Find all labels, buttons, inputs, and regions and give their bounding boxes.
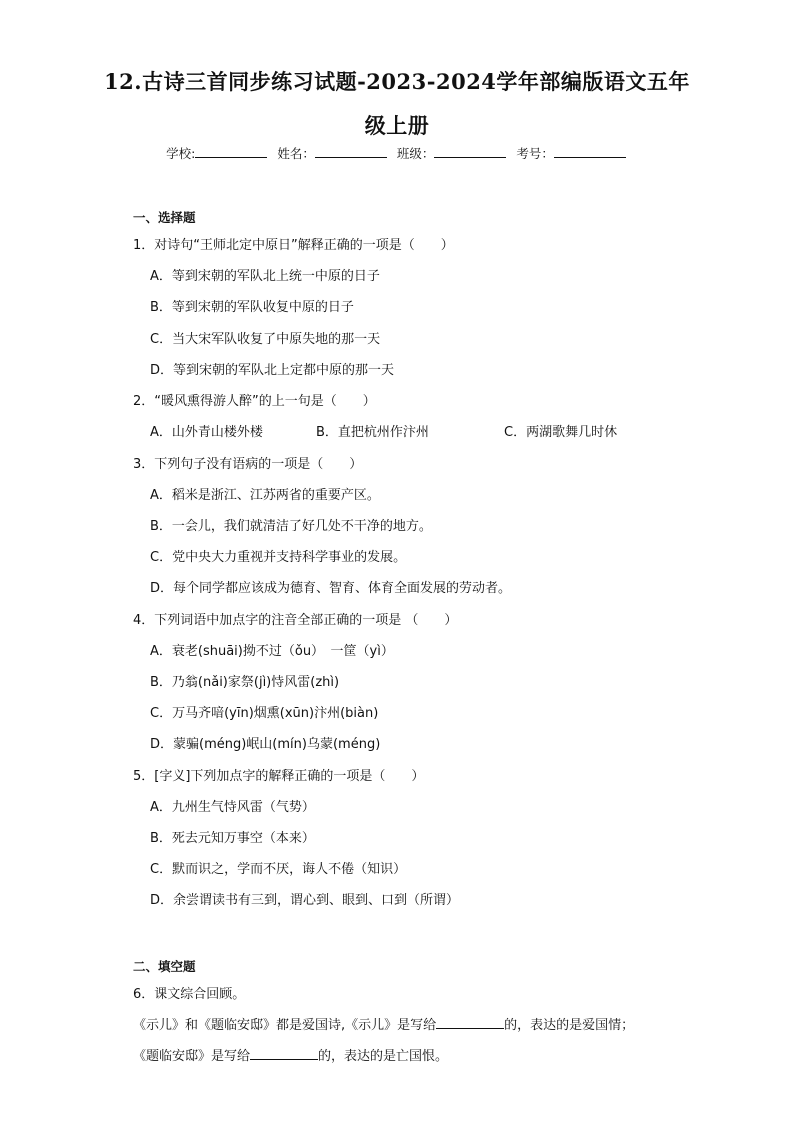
question-6-line-1-part-1: 《示儿》和《题临安邸》都是爱国诗,《示儿》是写给 [133,1018,437,1033]
question-4-stem: 4．下列词语中加点字的注音全部正确的一项是 （ ） [133,613,458,628]
question-1-option-a: A．等到宋朝的军队北上统一中原的日子 [150,269,380,284]
section-heading-fill: 二、填空题 [133,959,196,974]
question-6-blank-2[interactable] [250,1046,318,1060]
question-6-stem: 6．课文综合回顾。 [133,987,246,1002]
question-6-line-1-part-2: 的，表达的是爱国情； [504,1018,635,1033]
name-field [277,144,389,162]
question-6-line-2-part-2: 的，表达的是亡国恨。 [318,1049,449,1064]
question-4-option-c: C．万马齐喑(yīn)烟熏(xūn)汴州(biàn) [150,706,379,721]
question-5-option-b: B．死去元知万事空（本来） [150,831,315,846]
class-field [397,144,509,162]
exam-no-label: 考号： [516,146,554,161]
worksheet-title-line2: 级上册 [364,113,430,138]
question-4-option-b: B．乃翁(nǎi)家祭(jì)恃风雷(zhì) [150,675,340,690]
question-3-option-d: D．每个同学都应该成为德育、智育、体育全面发展的劳动者。 [150,581,512,596]
worksheet-title-line1: 12.古诗三首同步练习试题-2023-2024学年部编版语文五年 [104,69,690,94]
name-blank[interactable] [315,144,387,158]
class-label: 班级： [396,146,435,161]
name-label: 姓名： [277,146,315,161]
question-3-option-a: A．稻米是浙江、江苏两省的重要产区。 [150,488,380,503]
question-5-option-c: C．默而识之，学而不厌，诲人不倦（知识） [150,862,407,877]
question-4-option-d: D．蒙骗(méng)岷山(mín)乌蒙(méng) [150,737,381,752]
section-heading-choice: 一、选择题 [133,210,196,225]
student-info-row [0,144,794,162]
question-1-stem: 1．对诗句“王师北定中原日”解释正确的一项是（ ） [133,238,454,253]
class-blank[interactable] [434,144,506,158]
question-3-option-b: B．一会儿，我们就清洁了好几处不干净的地方。 [150,519,432,534]
question-1-option-d: D．等到宋朝的军队北上定都中原的那一天 [150,363,395,378]
school-field [166,144,269,162]
question-2-option-a: A．山外青山楼外楼 [150,425,263,440]
question-3-option-c: C．党中央大力重视并支持科学事业的发展。 [150,550,407,565]
question-2-option-c: C．两湖歌舞几时休 [504,425,618,440]
question-5-option-a: A．九州生气恃风雷（气势） [150,800,315,815]
exam-no-blank[interactable] [554,144,626,158]
school-label: 学校: [166,146,196,161]
question-6-blank-1[interactable] [436,1015,504,1029]
question-2-option-b: B．直把杭州作汴州 [316,425,429,440]
question-6-line-1 [133,1014,634,1033]
school-blank[interactable] [195,144,267,158]
question-6-line-2-part-1: 《题临安邸》是写给 [133,1049,251,1064]
question-2-stem: 2．“暖风熏得游人醉”的上一句是（ ） [133,394,376,409]
question-3-stem: 3．下列句子没有语病的一项是（ ） [133,457,363,472]
question-1-option-b: B．等到宋朝的军队收复中原的日子 [150,300,354,315]
question-6-line-2 [133,1045,448,1064]
question-1-option-c: C．当大宋军队收复了中原失地的那一天 [150,332,381,347]
question-5-option-d: D．余尝谓读书有三到，谓心到、眼到、口到（所谓） [150,893,460,908]
exam-no-field [516,144,628,162]
question-4-option-a: A．衰老(shuāi)拗不过（ǒu） 一筐（yì） [150,644,394,659]
question-2-options [150,421,617,440]
question-5-stem: 5．[字义]下列加点字的解释正确的一项是（ ） [133,769,425,784]
